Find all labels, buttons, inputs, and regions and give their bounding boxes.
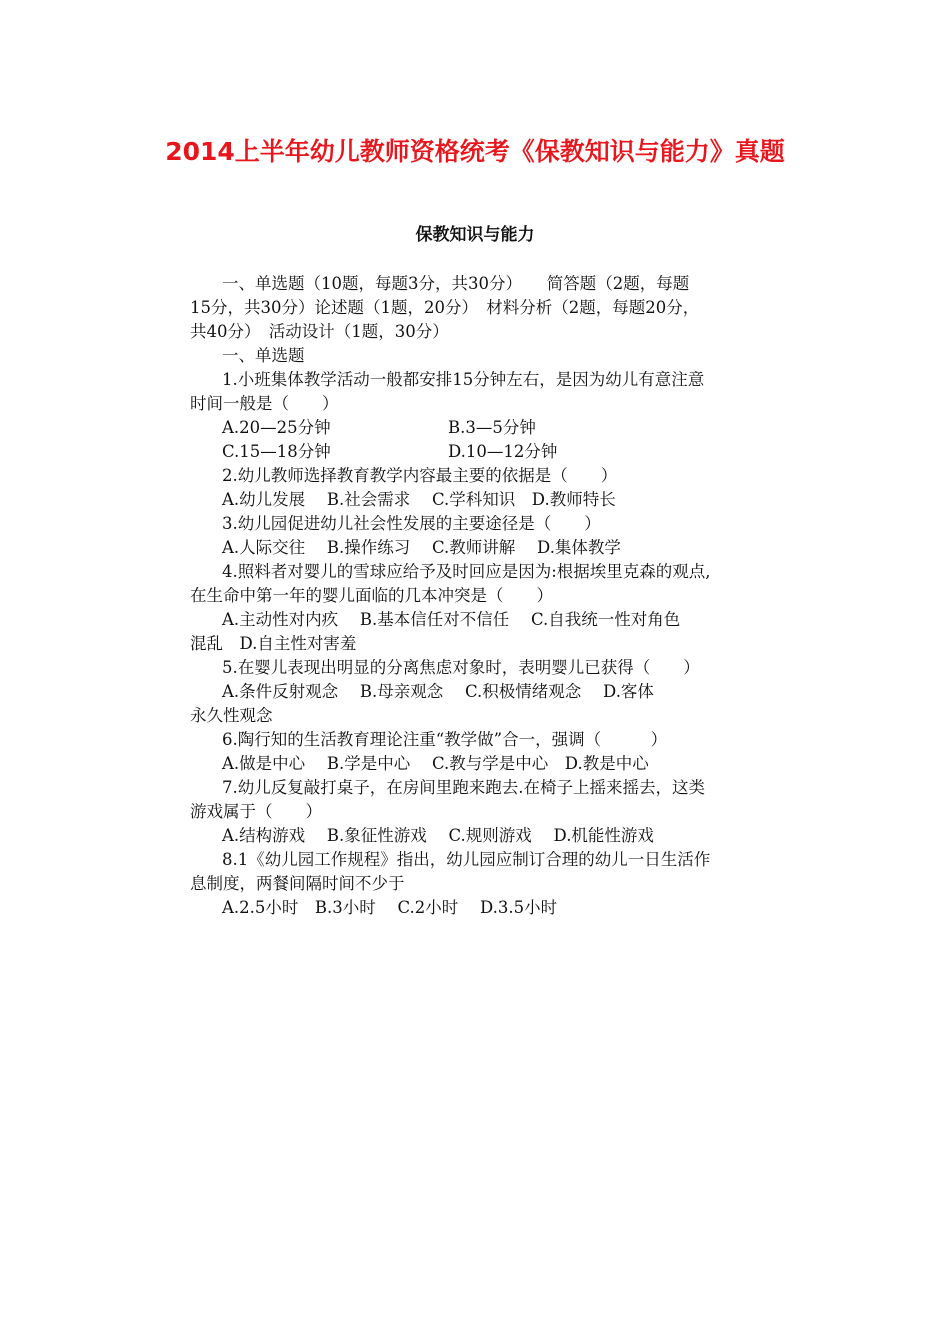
question-6-options: A.做是中心 B.学是中心 C.教与学是中心 D.教是中心 — [222, 754, 649, 773]
question-7-stem: 7.幼儿反复敲打桌子，在房间里跑来跑去.在椅子上摇来摇去，这类 — [222, 778, 705, 797]
section-heading: 一、单选题 — [222, 346, 305, 365]
question-1-option-d: D.10—12分钟 — [448, 442, 558, 461]
question-5-options: A.条件反射观念 B.母亲观念 C.积极情绪观念 D.客体 — [222, 682, 654, 701]
question-2-stem: 2.幼儿教师选择教育教学内容最主要的依据是（ ） — [222, 466, 618, 485]
document-title: 2014上半年幼儿教师资格统考《保教知识与能力》真题 — [165, 137, 785, 166]
document-subtitle: 保教知识与能力 — [415, 225, 535, 245]
question-1-option-b: B.3—5分钟 — [448, 418, 536, 437]
exam-structure-line-1: 一、单选题（10题，每题3分，共30分） 简答题（2题，每题 — [222, 274, 690, 293]
question-8-stem-cont: 息制度，两餐间隔时间不少于 — [190, 874, 405, 893]
question-3-stem: 3.幼儿园促进幼儿社会性发展的主要途径是（ ） — [222, 514, 601, 533]
question-1-stem: 1.小班集体教学活动一般都安排15分钟左右，是因为幼儿有意注意 — [222, 370, 705, 389]
question-7-options: A.结构游戏 B.象征性游戏 C.规则游戏 D.机能性游戏 — [222, 826, 654, 845]
question-6-stem: 6.陶行知的生活教育理论注重“教学做”合一，强调（ ） — [222, 730, 668, 749]
question-7-stem-cont: 游戏属于（ ） — [190, 802, 322, 821]
question-8-stem: 8.1《幼儿园工作规程》指出，幼儿园应制订合理的幼儿一日生活作 — [222, 850, 711, 869]
question-8-options: A.2.5小时 B.3小时 C.2小时 D.3.5小时 — [222, 898, 558, 917]
question-5-options-cont: 永久性观念 — [190, 706, 273, 725]
question-4-stem-cont: 在生命中第一年的婴儿面临的几本冲突是（ ） — [190, 586, 553, 605]
exam-structure-line-2: 15分，共30分）论述题（1题，20分） 材料分析（2题，每题20分， — [190, 298, 700, 317]
question-4-options: A.主动性对内疚 B.基本信任对不信任 C.自我统一性对角色 — [222, 610, 681, 629]
question-1-option-a: A.20—25分钟 — [222, 418, 331, 437]
question-1-stem-cont: 时间一般是（ ） — [190, 394, 339, 413]
question-3-options: A.人际交往 B.操作练习 C.教师讲解 D.集体教学 — [222, 538, 621, 557]
exam-structure-line-3: 共40分） 活动设计（1题，30分） — [190, 322, 449, 341]
question-1-option-c: C.15—18分钟 — [222, 442, 331, 461]
question-4-stem: 4.照料者对婴儿的雪球应给予及时回应是因为:根据埃里克森的观点, — [222, 562, 711, 581]
question-5-stem: 5.在婴儿表现出明显的分离焦虑对象时，表明婴儿已获得（ ） — [222, 658, 700, 677]
question-4-options-cont: 混乱 D.自主性对害羞 — [190, 634, 357, 653]
question-2-options: A.幼儿发展 B.社会需求 C.学科知识 D.教师特长 — [222, 490, 616, 509]
